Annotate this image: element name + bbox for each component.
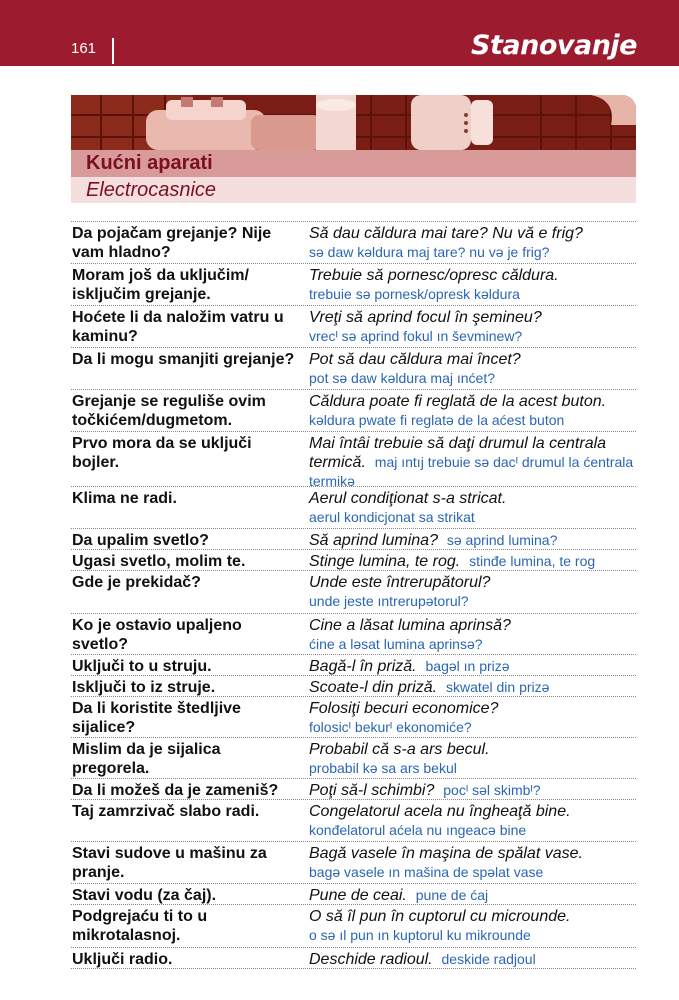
pronunciation: konđelatorul aćela nu ıngeacə bine [309, 822, 527, 838]
romanian-phrase: Unde este întrerupătorul? [309, 574, 491, 591]
serbian-phrase: Da li koristite štedljive sijalice? [72, 700, 241, 736]
phrase-row [71, 263, 636, 305]
romanian-phrase: Cine a lăsat lumina aprinsă? [309, 617, 511, 634]
pronunciation: probabil kə sa ars bekul [309, 760, 457, 776]
romanian-translation [309, 573, 639, 611]
romanian-translation [309, 907, 639, 945]
phrase-row [71, 347, 636, 389]
phrase-row [71, 883, 636, 904]
serbian-phrase: Stavi vodu (za čaj). [72, 887, 217, 904]
romanian-phrase: Bagă-l în priză. [309, 658, 417, 675]
romanian-phrase: Congelatorul acela nu îngheaţă bine. [309, 803, 571, 820]
serbian-phrase: Ugasi svetlo, molim te. [72, 553, 246, 570]
phrase-row [71, 841, 636, 883]
serbian-phrase: Da li mogu smanjiti grejanje? [72, 351, 295, 368]
serbian-phrase: Gde je prekidač? [72, 574, 201, 591]
phrase-row [71, 696, 636, 737]
romanian-translation [309, 552, 639, 571]
pronunciation: trebuie sə pornesk/opresk kəldura [309, 286, 520, 302]
romanian-translation [309, 531, 639, 550]
romanian-translation [309, 886, 639, 905]
romanian-phrase: Pot să dau căldura mai încet? [309, 351, 521, 368]
header-divider [112, 38, 114, 64]
romanian-translation [309, 657, 639, 676]
page-number: 161 [71, 40, 97, 57]
romanian-translation [309, 844, 639, 882]
phrase-row [71, 737, 636, 778]
romanian-phrase: Poţi să-l schimbi? [309, 782, 435, 799]
serbian-phrase: Da upalim svetlo? [72, 532, 209, 549]
pronunciation: sə daw kəldura maj tare? nu və je frig? [309, 244, 550, 260]
romanian-translation [309, 740, 639, 778]
kitchen-appliances-photo [71, 95, 636, 150]
pronunciation: skwatel din prizə [445, 679, 550, 695]
phrase-row [71, 549, 636, 570]
pronunciation: pocᴵ səl skimbᴵ? [443, 782, 541, 798]
phrase-row [71, 675, 636, 696]
pronunciation: o sə ıl pun ın kuptorul ku mikrounde [309, 927, 531, 943]
chapter-title: Stanovanje [471, 30, 637, 61]
romanian-phrase: Trebuie să pornesc/opresc căldura. [309, 267, 559, 284]
serbian-phrase: Uključi to u struju. [72, 658, 212, 675]
romanian-phrase: Deschide radioul. [309, 951, 433, 968]
section-title: Kućni aparati [86, 152, 213, 174]
serbian-phrase: Prvo mora da se uključi bojler. [72, 435, 252, 471]
phrase-row [71, 778, 636, 799]
romanian-phrase: Vreţi să aprind focul în şemineu? [309, 309, 542, 326]
phrase-row [71, 389, 636, 431]
serbian-phrase: Da li možeš da je zameniš? [72, 782, 279, 799]
serbian-phrase: Grejanje se reguliše ovim točkićem/dugmetom. [72, 393, 266, 429]
phrase-row [71, 654, 636, 675]
serbian-phrase: Podgrejaću ti to u mikrotalasnoj. [72, 908, 208, 944]
phrase-row [71, 799, 636, 841]
romanian-translation [309, 392, 639, 430]
romanian-phrase: O să îl pun în cuptorul cu microunde. [309, 908, 571, 925]
romanian-phrase: Să aprind lumina? [309, 532, 438, 549]
pronunciation: unde jeste ıntrerupətorul? [309, 593, 469, 609]
romanian-phrase: Scoate-l din priză. [309, 679, 438, 696]
serbian-phrase: Klima ne radi. [72, 490, 177, 507]
phrase-row [71, 305, 636, 347]
phrase-row [71, 904, 636, 947]
romanian-phrase: Aerul condiţionat s-a stricat. [309, 490, 507, 507]
list-end-rule [71, 968, 636, 969]
romanian-translation [309, 308, 639, 346]
phrase-row [71, 431, 636, 489]
pronunciation: ćine a ləsat lumina aprinsə? [309, 636, 483, 652]
phrase-row [71, 528, 636, 549]
photo-illustration [71, 95, 636, 150]
pronunciation: sə aprind lumina? [446, 532, 558, 548]
phrase-row [71, 613, 636, 654]
phrase-row [71, 947, 636, 968]
pronunciation: vrecᴵ sə aprind fokul ın ševminew? [309, 328, 523, 344]
romanian-phrase: Să dau căldura mai tare? Nu vă e frig? [309, 225, 583, 242]
page-header [0, 0, 679, 66]
romanian-translation [309, 224, 639, 262]
pronunciation: pot sə daw kəldura maj ınćet? [309, 370, 495, 386]
romanian-phrase: Mai întâi trebuie să daţi drumul la centrala termică. [309, 435, 607, 471]
romanian-translation [309, 266, 639, 304]
romanian-phrase: Pune de ceai. [309, 887, 407, 904]
romanian-translation [309, 616, 639, 654]
serbian-phrase: Hoćete li da naložim vatru u kaminu? [72, 309, 284, 345]
pronunciation: maj ıntıj trebuie sə dacᴵ drumul la ćentrala termikə [309, 454, 634, 489]
pronunciation: pune de ćaj [415, 887, 489, 903]
romanian-translation [309, 699, 639, 737]
romanian-phrase: Folosiţi becuri economice? [309, 700, 499, 717]
serbian-phrase: Moram još da uključim/ isključim grejanje. [72, 267, 249, 303]
romanian-translation [309, 489, 639, 527]
phrase-row [71, 486, 636, 528]
serbian-phrase: Isključi to iz struje. [72, 679, 216, 696]
pronunciation: kəldura pwate fi reglatə de la aćest buton [309, 412, 565, 428]
phrase-row [71, 221, 636, 263]
romanian-translation [309, 950, 639, 969]
romanian-phrase: Probabil că s-a ars becul. [309, 741, 490, 758]
romanian-translation [309, 802, 639, 840]
pronunciation: stinđe lumina, te rog [469, 553, 596, 569]
pronunciation: bagə vasele ın mašina de spəlat vase [309, 864, 544, 880]
serbian-phrase: Ko je ostavio upaljeno svetlo? [72, 617, 242, 653]
romanian-phrase: Bagă vasele în maşina de spălat vase. [309, 845, 583, 862]
pronunciation: bagəl ın prizə [425, 658, 510, 674]
romanian-translation [309, 678, 639, 697]
serbian-phrase: Uključi radio. [72, 951, 173, 968]
romanian-translation [309, 781, 639, 800]
section-subtitle: Electrocasnice [86, 179, 217, 201]
serbian-phrase: Da pojačam grejanje? Nije vam hladno? [72, 225, 272, 261]
romanian-translation [309, 434, 639, 491]
pronunciation: deskide radjoul [441, 951, 536, 967]
pronunciation: aerul kondicjonat sa strikat [309, 509, 475, 525]
serbian-phrase: Mislim da je sijalica pregorela. [72, 741, 221, 777]
romanian-translation [309, 350, 639, 388]
serbian-phrase: Stavi sudove u mašinu za pranje. [72, 845, 267, 881]
serbian-phrase: Taj zamrzivač slabo radi. [72, 803, 260, 820]
romanian-phrase: Căldura poate fi reglată de la acest buton. [309, 393, 607, 410]
phrase-row [71, 570, 636, 613]
romanian-phrase: Stinge lumina, te rog. [309, 553, 461, 570]
pronunciation: folosicᴵ bekurᴵ ekonomiće? [309, 719, 472, 735]
